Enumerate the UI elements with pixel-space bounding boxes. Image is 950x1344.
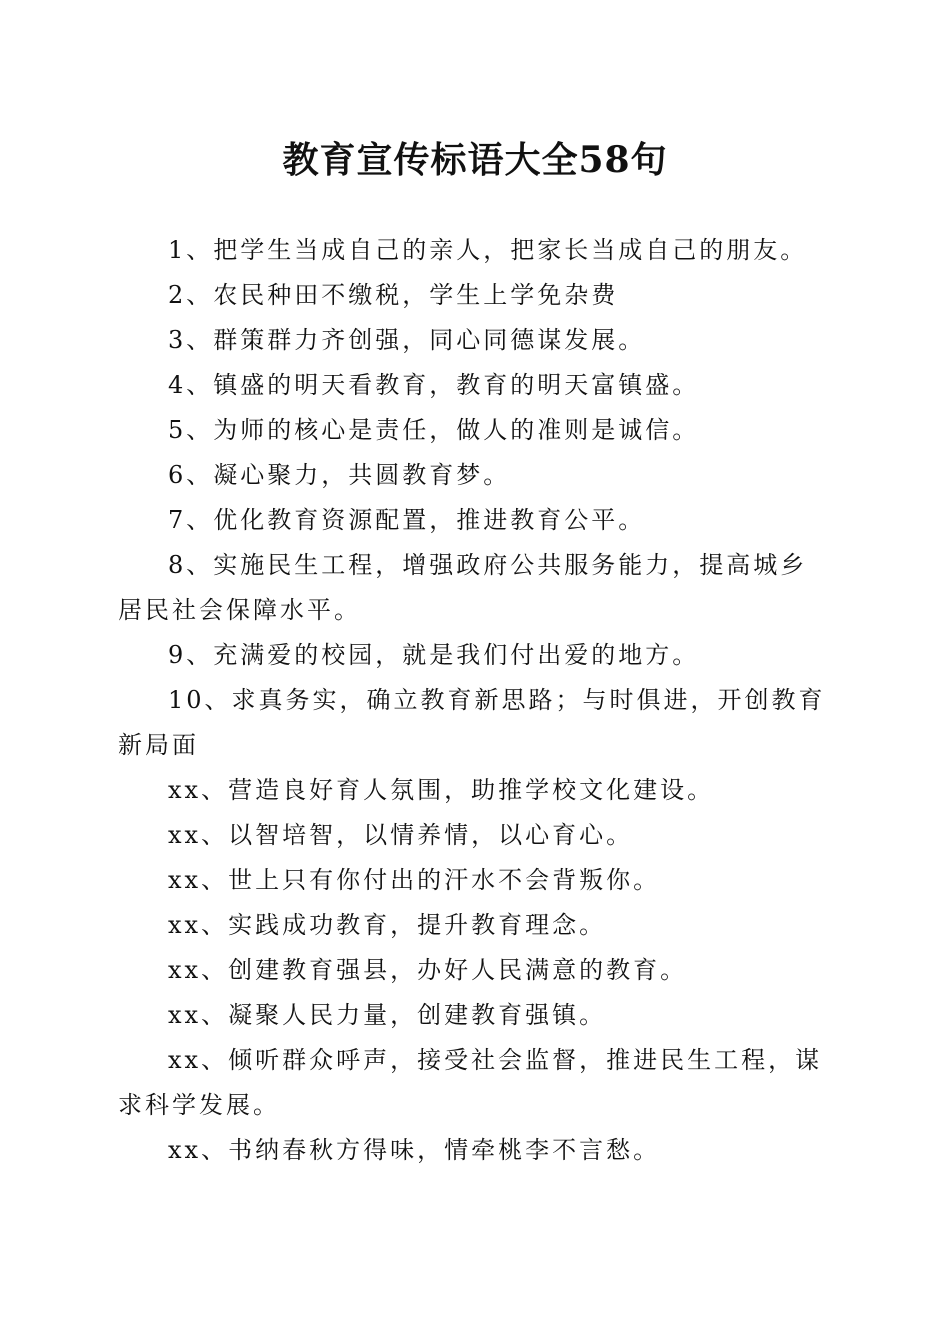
slogan-item: xx、世上只有你付出的汗水不会背叛你。: [168, 866, 661, 894]
slogan-item: xx、书纳春秋方得味，情牵桃李不言愁。: [168, 1136, 661, 1164]
slogan-item: 9、充满爱的校园，就是我们付出爱的地方。: [168, 641, 700, 669]
slogan-item: xx、实践成功教育，提升教育理念。: [168, 911, 607, 939]
slogan-item: xx、凝聚人民力量，创建教育强镇。: [168, 1001, 607, 1029]
slogan-item: 3、群策群力齐创强，同心同德谋发展。: [168, 326, 646, 354]
slogan-item: 10、求真务实，确立教育新思路；与时俱进，开创教育新局面: [118, 686, 826, 759]
slogan-item: xx、创建教育强县，办好人民满意的教育。: [168, 956, 688, 984]
slogan-item: 1、把学生当成自己的亲人，把家长当成自己的朋友。: [168, 236, 808, 264]
slogan-item: xx、倾听群众呼声，接受社会监督，推进民生工程，谋求科学发展。: [118, 1046, 823, 1119]
slogan-item: 7、优化教育资源配置，推进教育公平。: [168, 506, 646, 534]
slogan-list: [118, 228, 828, 1173]
slogan-item: 5、为师的核心是责任，做人的准则是诚信。: [168, 416, 700, 444]
slogan-item: 2、农民种田不缴税，学生上学免杂费: [168, 281, 619, 309]
document-title: 教育宣传标语大全58句: [282, 139, 668, 181]
slogan-item: 4、镇盛的明天看教育，教育的明天富镇盛。: [168, 371, 700, 399]
slogan-item: xx、营造良好育人氛围，助推学校文化建设。: [168, 776, 715, 804]
slogan-item: 8、实施民生工程，增强政府公共服务能力，提高城乡居民社会保障水平。: [118, 551, 808, 624]
slogan-item: 6、凝心聚力，共圆教育梦。: [168, 461, 511, 489]
slogan-item: xx、以智培智，以情养情，以心育心。: [168, 821, 634, 849]
